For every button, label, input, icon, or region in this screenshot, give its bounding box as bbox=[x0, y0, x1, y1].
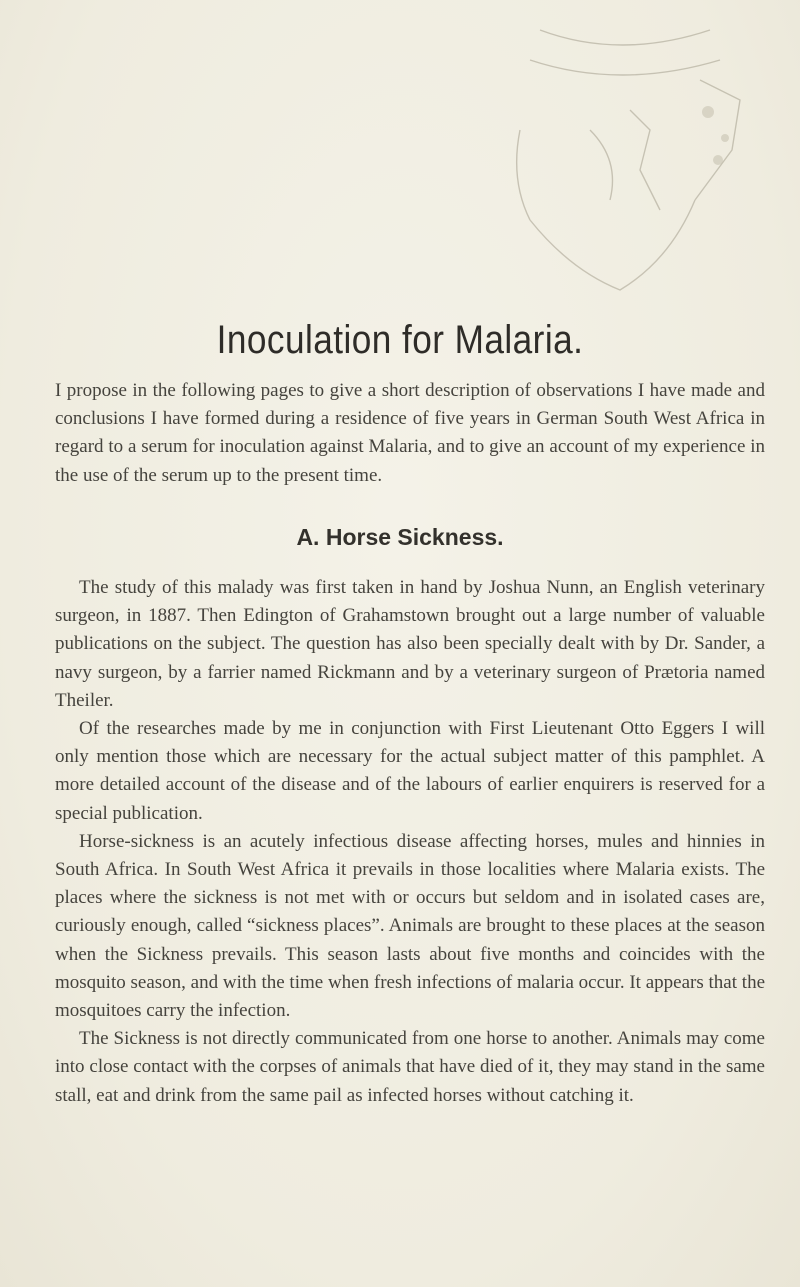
intro-text: I propose in the following pages to give a short description of observations I have made and conclusions I have formed during a residence of five years in German South West Africa in regard to a serum for inoculation against Malaria, and to give an account of my experience in the use of the serum up to the present time. bbox=[55, 380, 765, 486]
paragraph: The Sickness is not directly communicated from one horse to another. Animals may come into close contact with the corpses of animals that have died of it, they may stand in the same stall, eat and drink from the same pail as infected horses without catching it. bbox=[55, 1028, 765, 1106]
paragraph: Horse-sickness is an acutely infectious disease affecting horses, mules and hinnies in South Africa. In South West Africa it prevails in those localities where Malaria exists. The places where the sickness is not met with or occurs but seldom and in isolated cases are, curiously enough, called “sickness places”. Animals are brought to these places at the season when the Sickness prevails. This season lasts about five months and coincides with the mosquito season, and with the time when fresh infections of malaria occur. It appears that the mosquitoes carry the infection. bbox=[55, 830, 765, 1022]
paragraph: The study of this malady was first taken in hand by Joshua Nunn, an English veterinary surgeon, in 1887. Then Edington of Grahamstown brought out a large number of valuable publications on the subject. The question has also been specially dealt with by Dr. Sander, a navy surgeon, by a farrier named Rickmann and by a veterinary surgeon of Prætoria named Theiler. bbox=[55, 577, 765, 711]
page-title: Inoculation for Malaria. bbox=[216, 318, 584, 362]
intro-paragraph bbox=[55, 377, 765, 490]
section-heading: A. Horse Sickness. bbox=[296, 524, 504, 550]
library-stamp bbox=[470, 20, 760, 320]
section-body bbox=[55, 574, 765, 1110]
paragraph: Of the researches made by me in conjunction with First Lieutenant Otto Eggers I will only mention those which are necessary for the actual subject matter of this pamphlet. A more detailed account of the disease and of the labours of earlier enquirers is reserved for a special publication. bbox=[55, 718, 765, 824]
